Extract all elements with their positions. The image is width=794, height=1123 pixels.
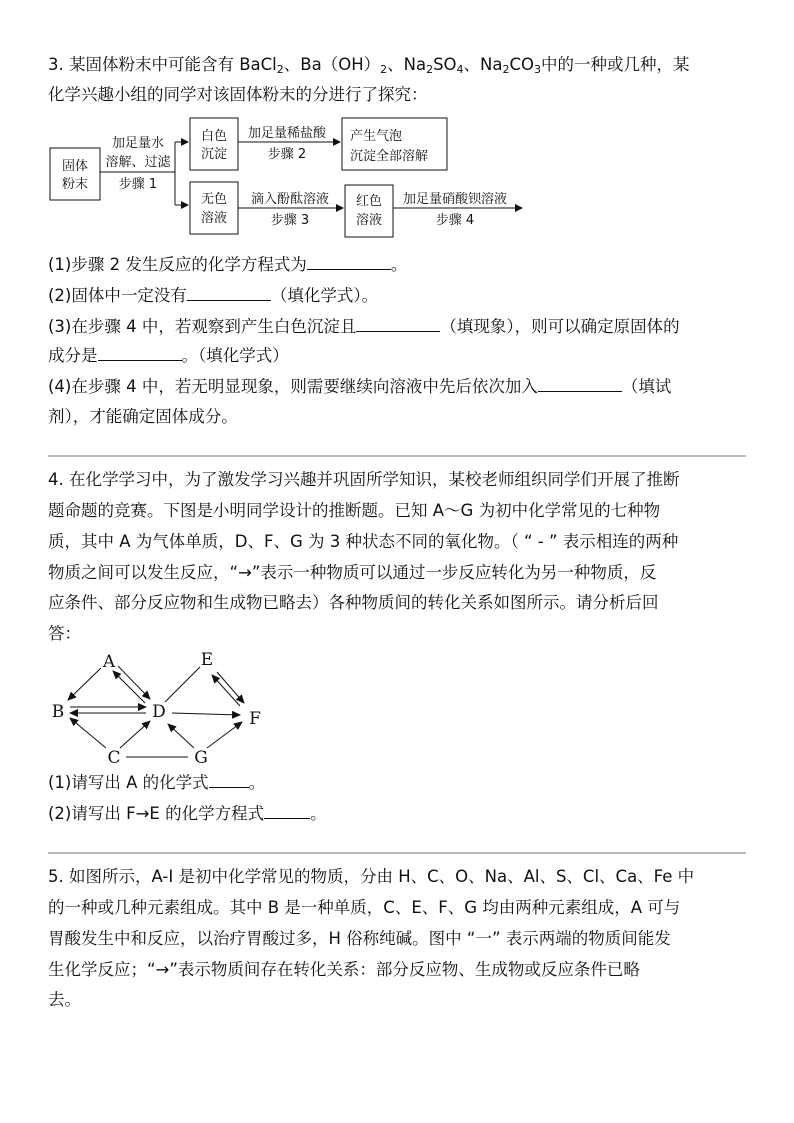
q3-subscript: 2 (380, 63, 388, 76)
answer-blank[interactable] (356, 313, 440, 332)
q3-subscript: 4 (456, 63, 464, 76)
q4-sub-1 (48, 768, 265, 798)
q4-text: (1)请写出 A 的化学式 (48, 773, 209, 792)
answer-blank[interactable] (307, 251, 391, 270)
q5-line-4: 生化学反应；“→”表示物质间存在转化关系：部分反应物、生成物或反应条件已略 (48, 960, 640, 979)
q3-text: 、Na (387, 55, 427, 74)
white-ppt-label-1: 白色 (200, 129, 228, 144)
step3-label-2: 步骤 3 (270, 213, 310, 228)
solid-powder-box (50, 148, 100, 200)
q3-sub-2 (48, 281, 378, 311)
q5-line-1: 5. 如图所示，A-I 是初中化学常见的物质，分由 H、C、O、Na、Al、S、Cl、Ca、Fe 中 (48, 867, 695, 886)
q4-text: 。 (248, 773, 266, 792)
node-b: B (51, 702, 65, 722)
colorless-solution-box (190, 182, 238, 234)
white-ppt-label-2: 沉淀 (200, 147, 228, 162)
answer-blank[interactable] (187, 282, 271, 301)
q4-line-3: 质，其中 A 为气体单质，D、F、G 为 3 种状态不同的氧化物。（ “ - ” 表示相连的两种 (48, 532, 679, 551)
q3-intro-line-1 (48, 50, 690, 80)
step1-label-1: 加足量水 (111, 136, 165, 151)
q3-text: （填化学式）。 (270, 286, 379, 305)
q3-text: 成分是 (48, 346, 98, 365)
node-a: A (102, 652, 116, 672)
q3-text: (4)在步骤 4 中，若无明显现象，则需要继续向溶液中先后依次加入 (48, 377, 538, 396)
q3-text: 。（填化学式） (181, 346, 289, 365)
answer-blank[interactable] (538, 373, 622, 392)
step2-label-2: 步骤 2 (267, 147, 307, 162)
answer-blank[interactable] (209, 769, 249, 788)
q4-line-2: 题命题的竞赛。下图是小明同学设计的推断题。已知 A～G 为初中化学常见的七种物 (48, 501, 661, 520)
q3-text: (2)固体中一定没有 (48, 286, 187, 305)
step3-label-1: 滴入酚酞溶液 (250, 192, 330, 207)
q4-line-1: 4. 在化学学习中，为了激发学习兴趣并巩固所学知识，某校老师组织同学们开展了推断 (48, 470, 680, 489)
section-divider (48, 455, 746, 457)
q3-text: 、Na (463, 55, 503, 74)
q3-text: 、Ba（OH） (283, 55, 381, 74)
q3-flowchart (0, 110, 560, 245)
node-c: C (107, 748, 121, 768)
answer-blank[interactable] (98, 342, 182, 361)
q5-line-3: 胃酸发生中和反应，以治疗胃酸过多，H 俗称纯碱。图中 “一” 表示两端的物质间能发 (48, 929, 671, 948)
node-f: F (249, 709, 261, 729)
q4-line-6: 答： (48, 624, 81, 643)
q3-subscript: 3 (534, 63, 542, 76)
q3-sub-3-cont (48, 341, 289, 371)
red-solution-box (345, 185, 393, 237)
result2-label-2: 沉淀全部溶解 (350, 149, 429, 164)
q3-text: （填试 (621, 377, 672, 396)
q3-text: SO (433, 55, 457, 74)
q4-sub-2 (48, 799, 327, 829)
q5-line-5: 去。 (48, 990, 81, 1009)
q3-sub-4-cont: 剂），才能确定固体成分。 (48, 407, 238, 426)
q4-text: (2)请写出 F→E 的化学方程式 (48, 804, 265, 823)
q3-text: 。 (390, 255, 408, 274)
q3-sub-4 (48, 372, 671, 402)
colorless-label-2: 溶液 (200, 211, 228, 226)
solid-label-2: 粉末 (61, 177, 89, 192)
colorless-label-1: 无色 (200, 192, 228, 207)
q3-text: （填现象），则可以确定原固体的 (440, 317, 680, 336)
q3-text: (3)在步骤 4 中，若观察到产生白色沉淀且 (48, 317, 357, 336)
q4-line-5: 应条件、部分反应物和生成物已略去）各种物质间的转化关系如图所示。请分析后回 (48, 593, 659, 612)
q3-text: CO (509, 55, 535, 74)
answer-blank[interactable] (264, 800, 310, 819)
q4-relation-diagram (0, 645, 300, 770)
step2-label-1: 加足量稀盐酸 (247, 126, 327, 141)
node-g: G (194, 748, 208, 768)
q4-text: 。 (310, 804, 327, 823)
step4-label-2: 步骤 4 (435, 213, 475, 228)
white-precipitate-box (190, 118, 238, 170)
q3-subscript: 2 (502, 63, 510, 76)
red-label-1: 红色 (355, 194, 383, 209)
result2-label-1: 产生气泡 (350, 129, 403, 144)
q3-subscript: 2 (276, 63, 284, 76)
q3-text: 3. 某固体粉末中可能含有 BaCl (48, 55, 277, 74)
q3-text: 中的一种或几种，某 (541, 55, 690, 74)
red-label-2: 溶液 (355, 213, 383, 228)
solid-label-1: 固体 (61, 159, 89, 174)
q3-text: (1)步骤 2 发生反应的化学方程式为 (48, 255, 307, 274)
section-divider (48, 852, 746, 854)
step4-label-1: 加足量硝酸钡溶液 (402, 192, 508, 207)
node-e: E (200, 650, 214, 670)
q4-line-4: 物质之间可以发生反应，“→”表示一种物质可以通过一步反应转化为另一种物质，反 (48, 563, 657, 582)
q3-sub-3 (48, 312, 680, 342)
step1-label-3: 步骤 1 (118, 177, 158, 192)
step1-label-2: 溶解、过滤 (105, 155, 171, 170)
q3-sub-1 (48, 250, 407, 280)
q3-intro-line-2: 化学兴趣小组的同学对该固体粉末的分进行了探究： (48, 85, 428, 104)
q3-subscript: 2 (426, 63, 434, 76)
q5-line-2: 的一种或几种元素组成。其中 B 是一种单质，C、E、F、G 均由两种元素组成，A 可与 (48, 898, 681, 917)
node-d: D (152, 702, 166, 722)
